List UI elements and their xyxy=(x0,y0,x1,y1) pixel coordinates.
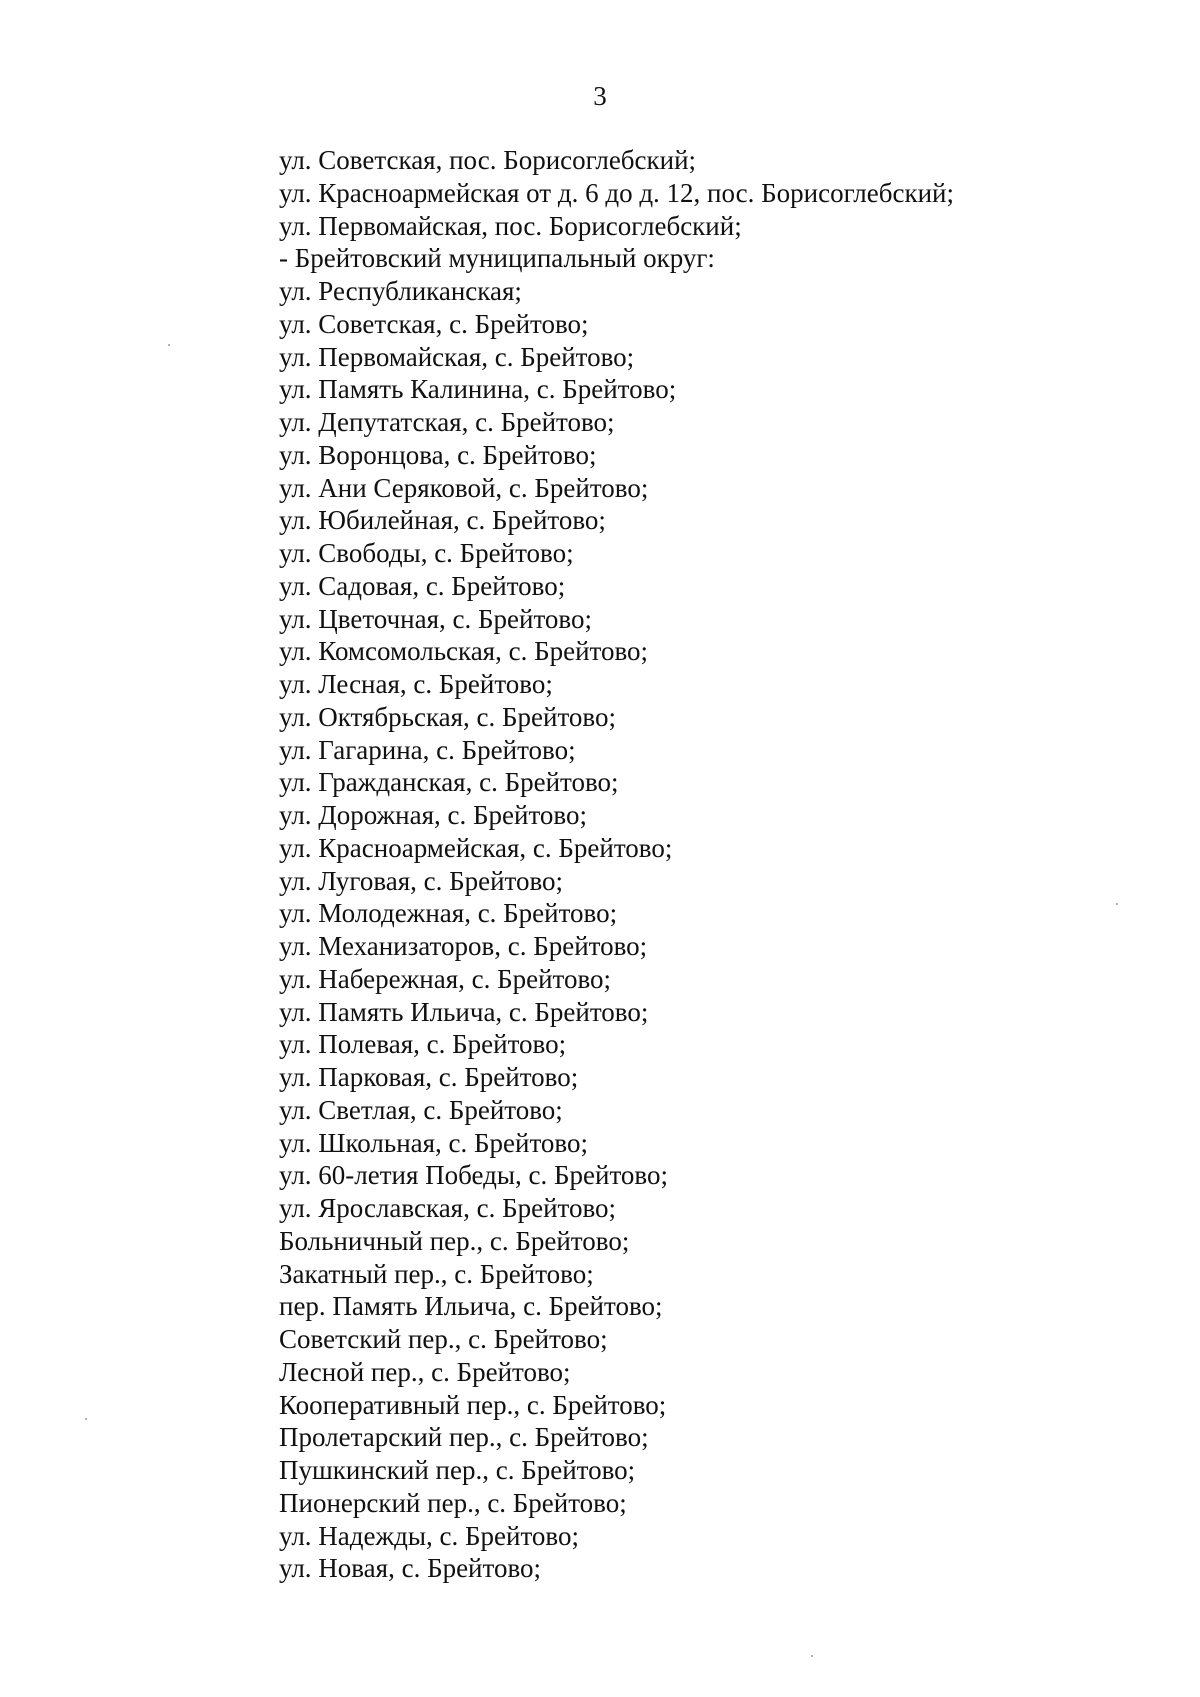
list-item: ул. Память Ильича, с. Брейтово; xyxy=(279,996,649,1027)
list-item: ул. Республиканская; xyxy=(279,276,522,306)
list-item: Пионерский пер., с. Брейтово; xyxy=(279,1487,627,1518)
scan-speck xyxy=(811,1655,813,1657)
list-item: ул. Гражданская, с. Брейтово; xyxy=(279,767,619,798)
list-item: ул. Комсомольская, с. Брейтово; xyxy=(279,636,649,667)
scan-speck xyxy=(168,344,170,346)
list-item: Лесной пер., с. Брейтово; xyxy=(279,1356,571,1387)
list-item: ул. Школьная, с. Брейтово; xyxy=(279,1127,588,1158)
list-item: ул. Ярославская, с. Брейтово; xyxy=(279,1193,617,1223)
list-item: ул. Полевая, с. Брейтово; xyxy=(279,1029,567,1060)
list-item: ул. 60-летия Победы, с. Брейтово; xyxy=(279,1160,668,1191)
list-item: ул. Луговая, с. Брейтово; xyxy=(279,865,564,896)
list-item: ул. Лесная, с. Брейтово; xyxy=(279,669,553,699)
list-item: ул. Октябрьская, с. Брейтово; xyxy=(279,701,616,732)
list-item: пер. Память Ильича, с. Брейтово; xyxy=(279,1291,663,1322)
list-item: ул. Красноармейская от д. 6 до д. 12, пос. Борисоглебский; xyxy=(279,177,954,208)
list-item: ул. Красноармейская, с. Брейтово; xyxy=(279,832,673,863)
list-item: ул. Депутатская, с. Брейтово; xyxy=(279,407,615,437)
list-item: ул. Механизаторов, с. Брейтово; xyxy=(279,931,648,961)
scan-speck xyxy=(85,1418,87,1420)
list-item: ул. Юбилейная, с. Брейтово; xyxy=(279,505,606,536)
district-heading: - Брейтовский муниципальный округ: xyxy=(279,243,715,274)
list-item: ул. Цветочная, с. Брейтово; xyxy=(279,603,592,634)
list-item: ул. Первомайская, с. Брейтово; xyxy=(279,341,635,372)
list-item: ул. Свободы, с. Брейтово; xyxy=(279,538,574,568)
list-item: ул. Воронцова, с. Брейтово; xyxy=(279,439,597,470)
list-item: ул. Дорожная, с. Брейтово; xyxy=(279,800,587,830)
list-item: Пролетарский пер., с. Брейтово; xyxy=(279,1422,649,1453)
list-item: ул. Советская, с. Брейтово; xyxy=(279,308,589,339)
list-item: ул. Гагарина, с. Брейтово; xyxy=(279,734,576,765)
address-list xyxy=(279,144,954,1585)
list-item: Пушкинский пер., с. Брейтово; xyxy=(279,1455,636,1485)
list-item: Больничный пер., с. Брейтово; xyxy=(279,1225,630,1256)
list-item: Закатный пер., с. Брейтово; xyxy=(279,1258,594,1289)
list-item: Советский пер., с. Брейтово; xyxy=(279,1324,608,1354)
list-item: ул. Парковая, с. Брейтово; xyxy=(279,1062,579,1092)
list-item: ул. Советская, пос. Борисоглебский; xyxy=(279,145,697,175)
list-item: ул. Новая, с. Брейтово; xyxy=(279,1553,542,1584)
list-item: Кооперативный пер., с. Брейтово; xyxy=(279,1389,667,1420)
scan-speck xyxy=(1116,903,1118,905)
list-item: ул. Светлая, с. Брейтово; xyxy=(279,1094,563,1125)
list-item: ул. Память Калинина, с. Брейтово; xyxy=(279,374,677,405)
list-item: ул. Садовая, с. Брейтово; xyxy=(279,570,566,601)
page-number: 3 xyxy=(593,81,607,111)
list-item: ул. Надежды, с. Брейтово; xyxy=(279,1520,579,1551)
list-item: ул. Ани Серяковой, с. Брейтово; xyxy=(279,472,649,503)
list-item: ул. Молодежная, с. Брейтово; xyxy=(279,898,618,929)
list-item: ул. Первомайская, пос. Борисоглебский; xyxy=(279,210,742,241)
list-item: ул. Набережная, с. Брейтово; xyxy=(279,963,612,994)
